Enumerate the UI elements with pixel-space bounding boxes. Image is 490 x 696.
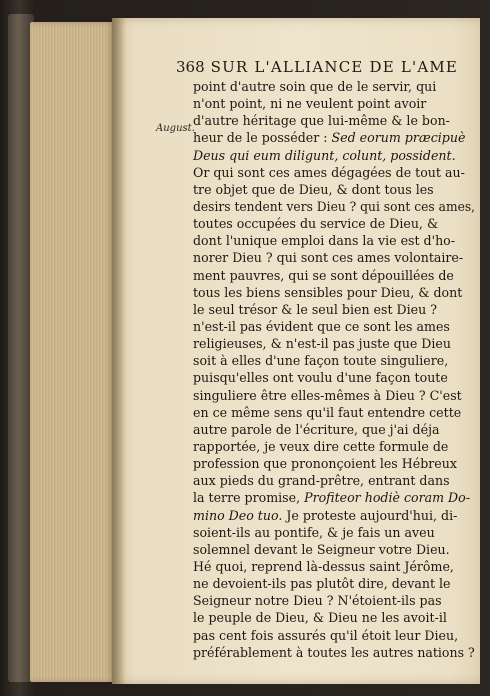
text-line — [193, 489, 475, 506]
text-segment: Seigneur notre Dieu ? N'étoient-ils pas — [193, 593, 442, 609]
text-line — [193, 267, 475, 284]
text-segment: la terre promise, — [193, 490, 305, 506]
italic-segment: mino Deo tuo. — [193, 507, 283, 523]
italic-segment: Deus qui eum diligunt, colunt, possident. — [193, 147, 456, 163]
text-segment: aux pieds du grand-prêtre, entrant dans — [193, 473, 450, 489]
text-line — [193, 181, 475, 198]
running-header — [176, 58, 466, 76]
text-line — [193, 147, 475, 164]
text-segment: ment pauvres, qui se sont dépouillées de — [193, 267, 454, 283]
text-segment: soient-ils au pontife, & je fais un aveu — [193, 524, 435, 540]
text-segment: préférablement à toutes les autres nations ? — [193, 644, 475, 660]
text-line — [193, 198, 476, 215]
text-line — [193, 387, 475, 404]
text-line — [193, 472, 475, 489]
text-line — [193, 609, 475, 626]
text-line — [193, 232, 475, 249]
text-line — [193, 507, 475, 524]
text-segment: soit à elles d'une façon toute singuliere, — [193, 353, 449, 369]
text-segment: en ce même sens qu'il faut entendre cette — [193, 404, 462, 420]
text-line — [193, 558, 475, 575]
text-segment: norer Dieu ? qui sont ces ames volontaire- — [193, 250, 464, 266]
text-line — [193, 644, 474, 661]
text-line — [193, 318, 475, 335]
text-segment: tre objet que de Dieu, & dont tous les — [193, 181, 434, 197]
text-segment: pas cent fois assurés qu'il étoit leur Dieu, — [193, 627, 459, 643]
body-text — [193, 78, 475, 661]
text-segment: profession que prononçoient les Hébreux — [193, 456, 457, 472]
text-segment: dont l'unique emploi dans la vie est d'ho- — [193, 233, 456, 249]
page-number: 368 — [176, 58, 205, 76]
text-segment: n'ont point, ni ne veulent point avoir — [193, 96, 427, 112]
italic-segment: Profiteor hodiè coram Do- — [304, 490, 470, 506]
text-segment: solemnel devant le Seigneur votre Dieu. — [193, 541, 450, 557]
text-segment: Or qui sont ces ames dégagées de tout au- — [193, 164, 465, 180]
text-segment: le peuple de Dieu, & Dieu ne les avoit-il — [193, 610, 447, 626]
text-line — [193, 284, 475, 301]
text-segment: ne devoient-ils pas plutôt dire, devant le — [193, 576, 451, 592]
text-line — [193, 335, 475, 352]
text-line — [193, 249, 475, 266]
text-segment: rapportée, je veux dire cette formule de — [193, 438, 449, 454]
text-line — [193, 369, 475, 386]
text-line — [193, 78, 475, 95]
text-line — [193, 541, 475, 558]
italic-segment: Sed eorum præcipuè — [331, 130, 466, 146]
text-segment: desirs tendent vers Dieu ? qui sont ces ames, — [193, 198, 476, 214]
text-segment: le seul trésor & le seul bien est Dieu ? — [193, 301, 437, 317]
text-segment: heur de le posséder : — [193, 130, 332, 146]
text-line — [193, 438, 475, 455]
text-line — [193, 455, 475, 472]
text-segment: Hé quoi, reprend là-dessus saint Jérôme, — [193, 558, 454, 574]
text-line — [193, 352, 475, 369]
text-line — [193, 164, 475, 181]
text-segment: religieuses, & n'est-il pas juste que Dieu — [193, 336, 451, 352]
text-line — [193, 627, 475, 644]
text-line — [193, 215, 475, 232]
text-line — [193, 129, 475, 146]
text-line — [193, 421, 475, 438]
text-line — [193, 575, 475, 592]
text-line — [193, 524, 475, 541]
text-line — [193, 95, 475, 112]
text-segment: singuliere être elles-mêmes à Dieu ? C'est — [193, 387, 462, 403]
margin-note: August. — [156, 123, 195, 134]
running-title: SUR L'ALLIANCE DE L'AME — [210, 58, 459, 76]
text-segment: autre parole de l'écriture, que j'ai déja — [193, 421, 440, 437]
text-segment: Je proteste aujourd'hui, di- — [282, 507, 458, 523]
text-segment: tous les biens sensibles pour Dieu, & dont — [193, 284, 463, 300]
text-line — [193, 592, 475, 609]
text-line — [193, 301, 475, 318]
text-segment: d'autre héritage que lui-même & le bon- — [193, 113, 450, 129]
page-stack-edges — [30, 22, 114, 682]
text-segment: toutes occupées du service de Dieu, & — [193, 216, 439, 232]
text-line — [193, 404, 475, 421]
gutter-shadow — [112, 18, 126, 684]
text-line — [193, 112, 475, 129]
text-segment: point d'autre soin que de le servir, qui — [193, 79, 437, 94]
text-segment: n'est-il pas évident que ce sont les ames — [193, 318, 450, 334]
text-segment: puisqu'elles ont voulu d'une façon toute — [193, 370, 448, 386]
